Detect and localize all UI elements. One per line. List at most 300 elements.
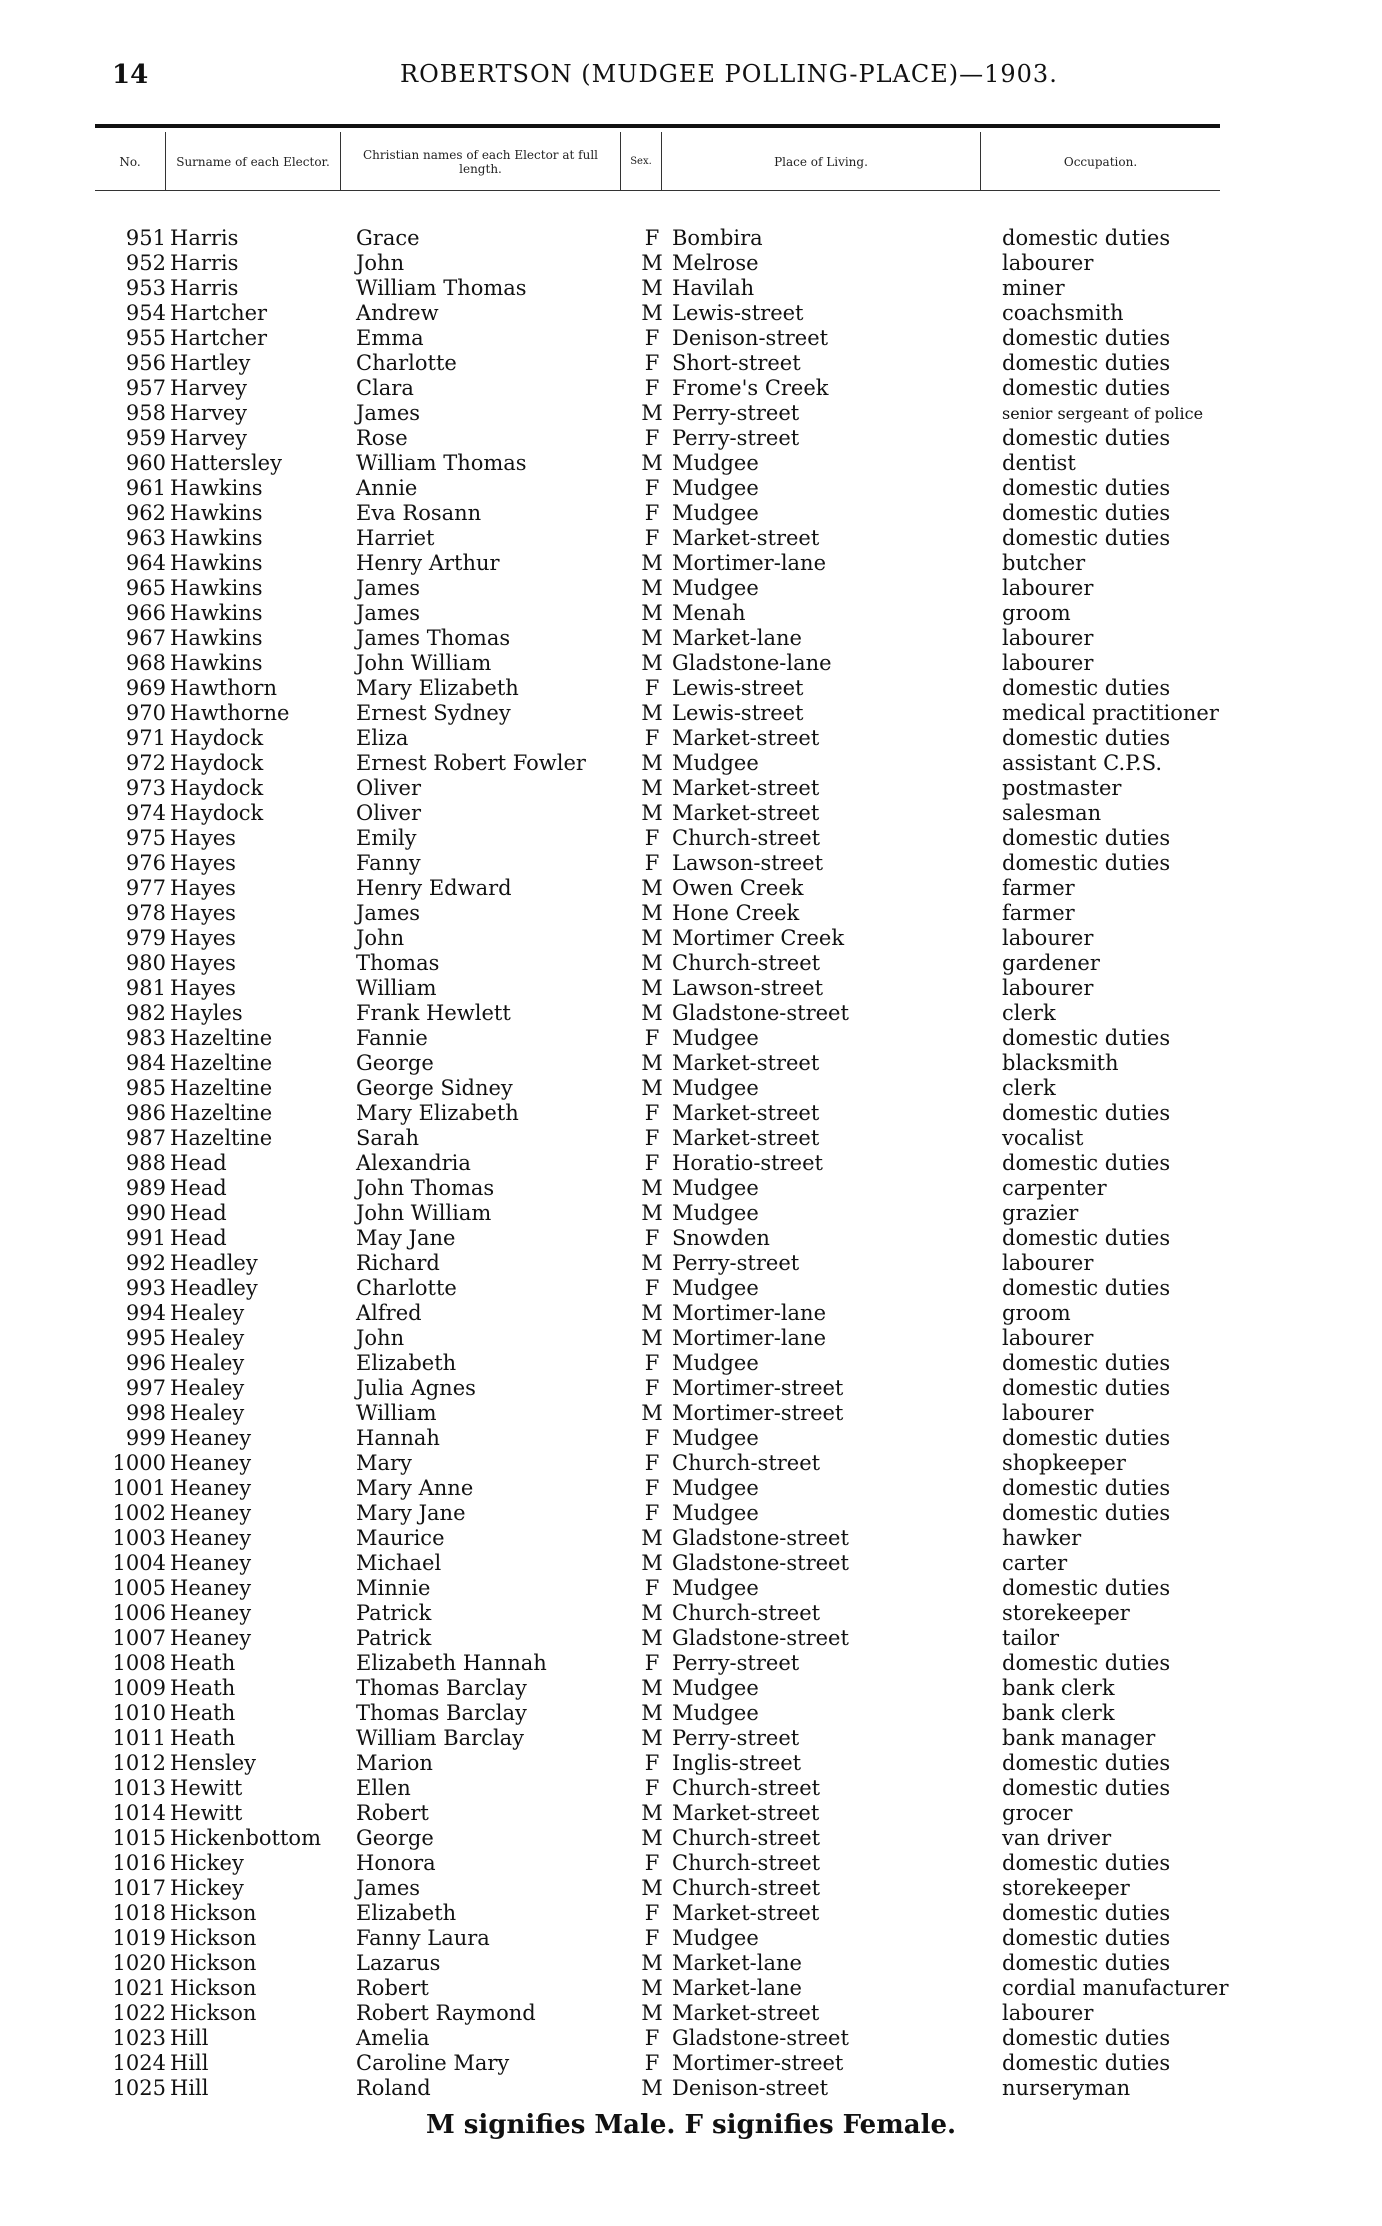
elector-place-of-living: Mortimer Creek [672, 926, 845, 950]
elector-number: 957 [125, 376, 166, 400]
elector-occupation: domestic duties [1002, 1101, 1171, 1125]
elector-number: 959 [125, 426, 166, 450]
elector-number: 964 [125, 551, 166, 575]
elector-surname: Healey [170, 1326, 245, 1350]
elector-number: 953 [125, 276, 166, 300]
elector-christian-names: Mary [356, 1451, 412, 1475]
elector-surname: Hayes [170, 976, 236, 1000]
table-row [0, 1651, 1382, 1676]
elector-surname: Harvey [170, 401, 248, 425]
table-row [0, 276, 1382, 301]
table-row [0, 1501, 1382, 1526]
elector-christian-names: Thomas Barclay [356, 1701, 527, 1725]
table-row [0, 901, 1382, 926]
elector-place-of-living: Market-street [672, 726, 820, 750]
table-row [0, 351, 1382, 376]
table-row [0, 1051, 1382, 1076]
header-occupation: Occupation. [1063, 155, 1138, 169]
elector-occupation: domestic duties [1002, 2026, 1171, 2050]
elector-place-of-living: Market-street [672, 1101, 820, 1125]
elector-christian-names: Ernest Sydney [356, 701, 511, 725]
elector-christian-names: Mary Anne [356, 1476, 474, 1500]
elector-occupation: medical practitioner [1002, 701, 1219, 725]
elector-surname: Hensley [170, 1751, 257, 1775]
elector-christian-names: Amelia [356, 2026, 430, 2050]
table-row [0, 1576, 1382, 1601]
elector-number: 971 [125, 726, 166, 750]
elector-surname: Heaney [170, 1451, 252, 1475]
elector-place-of-living: Mortimer-lane [672, 1301, 827, 1325]
table-row [0, 1451, 1382, 1476]
elector-christian-names: Thomas Barclay [356, 1676, 527, 1700]
table-row [0, 1201, 1382, 1226]
elector-christian-names: John [356, 926, 405, 950]
table-row [0, 476, 1382, 501]
elector-surname: Haydock [170, 801, 264, 825]
elector-occupation: domestic duties [1002, 476, 1171, 500]
elector-sex: M [641, 1701, 663, 1725]
elector-surname: Heaney [170, 1576, 252, 1600]
elector-surname: Heaney [170, 1476, 252, 1500]
elector-list [0, 226, 1382, 2101]
elector-christian-names: May Jane [356, 1226, 456, 1250]
elector-surname: Hawkins [170, 476, 263, 500]
elector-christian-names: William [356, 976, 437, 1000]
elector-sex: F [644, 1026, 660, 1050]
elector-place-of-living: Mudgee [672, 1026, 759, 1050]
elector-occupation: domestic duties [1002, 1476, 1171, 1500]
elector-number: 1013 [112, 1776, 166, 1800]
elector-sex: F [644, 1126, 660, 1150]
table-row [0, 701, 1382, 726]
elector-sex: M [641, 1551, 663, 1575]
elector-christian-names: Elizabeth [356, 1351, 457, 1375]
elector-occupation: domestic duties [1002, 1026, 1171, 1050]
elector-number: 963 [125, 526, 166, 550]
table-row [0, 1301, 1382, 1326]
elector-sex: M [641, 926, 663, 950]
elector-occupation: clerk [1002, 1076, 1056, 1100]
elector-surname: Hickey [170, 1876, 244, 1900]
elector-occupation: bank manager [1002, 1726, 1156, 1750]
table-row [0, 1101, 1382, 1126]
elector-surname: Hartcher [170, 301, 268, 325]
header-no: No. [119, 155, 141, 169]
elector-sex: F [644, 426, 660, 450]
elector-surname: Hewitt [170, 1776, 243, 1800]
table-row [0, 576, 1382, 601]
elector-christian-names: Roland [356, 2076, 431, 2100]
elector-surname: Hickson [170, 2001, 257, 2025]
elector-place-of-living: Mudgee [672, 476, 759, 500]
elector-sex: M [641, 1401, 663, 1425]
elector-christian-names: Oliver [356, 776, 421, 800]
elector-place-of-living: Menah [672, 601, 746, 625]
elector-place-of-living: Market-street [672, 1901, 820, 1925]
elector-surname: Hill [170, 2076, 209, 2100]
elector-occupation: tailor [1002, 1626, 1060, 1650]
elector-number: 983 [125, 1026, 166, 1050]
elector-christian-names: Eva Rosann [356, 501, 482, 525]
elector-occupation: coachsmith [1002, 301, 1124, 325]
elector-sex: F [644, 1376, 660, 1400]
elector-surname: Hawkins [170, 651, 263, 675]
elector-christian-names: John William [356, 1201, 492, 1225]
elector-surname: Hickson [170, 1976, 257, 2000]
elector-sex: M [641, 1251, 663, 1275]
elector-sex: M [641, 551, 663, 575]
elector-place-of-living: Church-street [672, 1876, 821, 1900]
elector-occupation: domestic duties [1002, 426, 1171, 450]
elector-sex: M [641, 876, 663, 900]
top-rule [95, 124, 1220, 128]
elector-place-of-living: Market-street [672, 2001, 820, 2025]
elector-surname: Haydock [170, 726, 264, 750]
elector-sex: M [641, 1601, 663, 1625]
elector-occupation: grocer [1002, 1801, 1073, 1825]
elector-sex: M [641, 651, 663, 675]
elector-occupation: carter [1002, 1551, 1068, 1575]
elector-christian-names: Robert Raymond [356, 2001, 536, 2025]
elector-surname: Hayes [170, 926, 236, 950]
elector-surname: Head [170, 1151, 227, 1175]
elector-occupation: bank clerk [1002, 1701, 1115, 1725]
elector-surname: Hawkins [170, 551, 263, 575]
elector-occupation: domestic duties [1002, 1226, 1171, 1250]
elector-number: 960 [125, 451, 166, 475]
elector-christian-names: Alfred [356, 1301, 422, 1325]
table-row [0, 1901, 1382, 1926]
elector-christian-names: Grace [356, 226, 420, 250]
elector-christian-names: George Sidney [356, 1076, 513, 1100]
elector-occupation: blacksmith [1002, 1051, 1119, 1075]
elector-christian-names: William [356, 1401, 437, 1425]
elector-number: 1022 [112, 2001, 166, 2025]
elector-occupation: miner [1002, 276, 1065, 300]
elector-sex: M [641, 1676, 663, 1700]
elector-christian-names: Annie [356, 476, 418, 500]
elector-occupation: domestic duties [1002, 1501, 1171, 1525]
elector-occupation: postmaster [1002, 776, 1122, 800]
elector-occupation: domestic duties [1002, 226, 1171, 250]
elector-christian-names: James [356, 576, 421, 600]
elector-number: 975 [125, 826, 166, 850]
elector-occupation: gardener [1002, 951, 1100, 975]
elector-sex: M [641, 251, 663, 275]
elector-christian-names: Richard [356, 1251, 440, 1275]
elector-christian-names: James Thomas [356, 626, 511, 650]
elector-christian-names: Henry Arthur [356, 551, 500, 575]
elector-number: 977 [125, 876, 166, 900]
elector-place-of-living: Mudgee [672, 1676, 759, 1700]
elector-sex: M [641, 976, 663, 1000]
elector-sex: M [641, 1876, 663, 1900]
elector-sex: M [641, 2076, 663, 2100]
elector-christian-names: Rose [356, 426, 408, 450]
elector-surname: Hartley [170, 351, 251, 375]
table-row [0, 1601, 1382, 1626]
elector-occupation: groom [1002, 601, 1071, 625]
elector-occupation: groom [1002, 1301, 1071, 1325]
elector-number: 1014 [112, 1801, 166, 1825]
elector-occupation: domestic duties [1002, 1926, 1171, 1950]
table-row [0, 1951, 1382, 1976]
elector-sex: F [644, 1426, 660, 1450]
elector-place-of-living: Snowden [672, 1226, 770, 1250]
elector-place-of-living: Denison-street [672, 2076, 829, 2100]
elector-number: 999 [125, 1426, 166, 1450]
table-row [0, 1876, 1382, 1901]
sex-legend: M signifies Male. F signifies Female. [425, 2110, 957, 2140]
elector-occupation: domestic duties [1002, 1351, 1171, 1375]
elector-number: 956 [125, 351, 166, 375]
elector-place-of-living: Mudgee [672, 451, 759, 475]
elector-surname: Healey [170, 1376, 245, 1400]
elector-sex: F [644, 1851, 660, 1875]
elector-place-of-living: Market-street [672, 776, 820, 800]
elector-christian-names: Henry Edward [356, 876, 512, 900]
table-row [0, 601, 1382, 626]
table-row [0, 551, 1382, 576]
elector-occupation: labourer [1002, 1326, 1094, 1350]
elector-christian-names: Emma [356, 326, 424, 350]
elector-place-of-living: Mudgee [672, 576, 759, 600]
elector-sex: F [644, 351, 660, 375]
elector-sex: F [644, 1776, 660, 1800]
elector-occupation: farmer [1002, 876, 1075, 900]
elector-surname: Healey [170, 1401, 245, 1425]
header-christian-names: Christian names of each Elector at full length. [363, 148, 598, 176]
table-row [0, 301, 1382, 326]
elector-occupation: labourer [1002, 626, 1094, 650]
elector-surname: Headley [170, 1251, 258, 1275]
elector-sex: M [641, 776, 663, 800]
elector-christian-names: Mary Jane [356, 1501, 466, 1525]
table-row [0, 1926, 1382, 1951]
elector-surname: Harvey [170, 426, 248, 450]
elector-surname: Hayles [170, 1001, 243, 1025]
elector-occupation: farmer [1002, 901, 1075, 925]
elector-sex: F [644, 1226, 660, 1250]
elector-place-of-living: Short-street [672, 351, 801, 375]
elector-surname: Hickson [170, 1901, 257, 1925]
elector-christian-names: Elizabeth Hannah [356, 1651, 547, 1675]
table-row [0, 526, 1382, 551]
header-surname: Surname of each Elector. [176, 155, 330, 169]
elector-sex: M [641, 301, 663, 325]
table-row [0, 676, 1382, 701]
table-row [0, 1826, 1382, 1851]
table-row [0, 1526, 1382, 1551]
elector-surname: Heaney [170, 1601, 252, 1625]
elector-place-of-living: Mudgee [672, 1176, 759, 1200]
elector-occupation: labourer [1002, 976, 1094, 1000]
elector-number: 1025 [112, 2076, 166, 2100]
elector-number: 1001 [112, 1476, 166, 1500]
elector-sex: M [641, 801, 663, 825]
elector-surname: Heaney [170, 1551, 252, 1575]
elector-christian-names: George [356, 1826, 434, 1850]
elector-christian-names: Robert [356, 1976, 429, 2000]
elector-sex: F [644, 1751, 660, 1775]
elector-surname: Harvey [170, 376, 248, 400]
elector-number: 1006 [112, 1601, 166, 1625]
table-row [0, 926, 1382, 951]
elector-occupation: hawker [1002, 1526, 1082, 1550]
elector-sex: M [641, 701, 663, 725]
elector-occupation: vocalist [1002, 1126, 1084, 1150]
elector-surname: Heaney [170, 1526, 252, 1550]
elector-surname: Hayes [170, 951, 236, 975]
table-row [0, 876, 1382, 901]
elector-christian-names: Harriet [356, 526, 435, 550]
elector-occupation: labourer [1002, 576, 1094, 600]
elector-christian-names: Robert [356, 1801, 429, 1825]
elector-sex: F [644, 1101, 660, 1125]
table-row [0, 801, 1382, 826]
elector-christian-names: Sarah [356, 1126, 419, 1150]
elector-place-of-living: Mudgee [672, 1701, 759, 1725]
elector-christian-names: Lazarus [356, 1951, 441, 1975]
elector-sex: M [641, 451, 663, 475]
elector-occupation: domestic duties [1002, 526, 1171, 550]
elector-place-of-living: Mudgee [672, 1076, 759, 1100]
elector-surname: Hazeltine [170, 1026, 273, 1050]
elector-place-of-living: Mortimer-lane [672, 551, 827, 575]
elector-occupation: domestic duties [1002, 326, 1171, 350]
elector-sex: F [644, 526, 660, 550]
elector-place-of-living: Church-street [672, 826, 821, 850]
elector-christian-names: Oliver [356, 801, 421, 825]
elector-surname: Hickson [170, 1951, 257, 1975]
elector-christian-names: William Thomas [356, 276, 527, 300]
elector-surname: Hayes [170, 826, 236, 850]
elector-occupation: labourer [1002, 926, 1094, 950]
elector-place-of-living: Inglis-street [672, 1751, 802, 1775]
elector-occupation: domestic duties [1002, 1751, 1171, 1775]
table-row [0, 1976, 1382, 2001]
elector-sex: F [644, 1351, 660, 1375]
elector-number: 1010 [112, 1701, 166, 1725]
elector-place-of-living: Market-lane [672, 626, 802, 650]
elector-christian-names: Fanny [356, 851, 421, 875]
table-row [0, 1701, 1382, 1726]
elector-christian-names: James [356, 601, 421, 625]
elector-place-of-living: Denison-street [672, 326, 829, 350]
elector-place-of-living: Mudgee [672, 1201, 759, 1225]
table-row [0, 1126, 1382, 1151]
elector-sex: F [644, 326, 660, 350]
table-row [0, 826, 1382, 851]
elector-sex: F [644, 1926, 660, 1950]
elector-place-of-living: Perry-street [672, 1651, 800, 1675]
elector-place-of-living: Church-street [672, 1851, 821, 1875]
elector-christian-names: Maurice [356, 1526, 445, 1550]
table-row [0, 851, 1382, 876]
elector-place-of-living: Mudgee [672, 1576, 759, 1600]
elector-place-of-living: Mudgee [672, 1426, 759, 1450]
elector-sex: M [641, 1801, 663, 1825]
table-row [0, 1726, 1382, 1751]
elector-number: 1019 [112, 1926, 166, 1950]
table-row [0, 1376, 1382, 1401]
elector-occupation: salesman [1002, 801, 1102, 825]
table-row [0, 951, 1382, 976]
elector-place-of-living: Market-street [672, 526, 820, 550]
elector-sex: F [644, 501, 660, 525]
elector-number: 986 [125, 1101, 166, 1125]
elector-christian-names: James [356, 401, 421, 425]
elector-sex: F [644, 676, 660, 700]
table-row [0, 1551, 1382, 1576]
elector-number: 1016 [112, 1851, 166, 1875]
elector-christian-names: John Thomas [356, 1176, 495, 1200]
elector-christian-names: William Thomas [356, 451, 527, 475]
elector-place-of-living: Market-lane [672, 1976, 802, 2000]
elector-sex: F [644, 1501, 660, 1525]
elector-place-of-living: Church-street [672, 1451, 821, 1475]
elector-number: 1005 [112, 1576, 166, 1600]
elector-sex: M [641, 401, 663, 425]
elector-christian-names: Michael [356, 1551, 442, 1575]
elector-surname: Heath [170, 1676, 236, 1700]
elector-number: 1024 [112, 2051, 166, 2075]
elector-number: 993 [125, 1276, 166, 1300]
elector-place-of-living: Church-street [672, 1826, 821, 1850]
elector-christian-names: Charlotte [356, 351, 457, 375]
elector-surname: Hazeltine [170, 1126, 273, 1150]
elector-occupation: domestic duties [1002, 501, 1171, 525]
elector-sex: M [641, 1076, 663, 1100]
elector-number: 965 [125, 576, 166, 600]
elector-number: 952 [125, 251, 166, 275]
elector-sex: M [641, 1301, 663, 1325]
elector-place-of-living: Gladstone-street [672, 1526, 849, 1550]
elector-place-of-living: Mudgee [672, 1501, 759, 1525]
elector-occupation: cordial manufacturer [1002, 1976, 1229, 2000]
elector-sex: M [641, 1051, 663, 1075]
elector-surname: Hazeltine [170, 1051, 273, 1075]
elector-sex: F [644, 226, 660, 250]
elector-sex: F [644, 2026, 660, 2050]
elector-christian-names: Charlotte [356, 1276, 457, 1300]
table-row [0, 726, 1382, 751]
elector-place-of-living: Lewis-street [672, 301, 804, 325]
elector-place-of-living: Mortimer-street [672, 1376, 844, 1400]
elector-surname: Harris [170, 276, 239, 300]
elector-surname: Hayes [170, 901, 236, 925]
table-row [0, 226, 1382, 251]
elector-number: 1017 [112, 1876, 166, 1900]
elector-occupation: labourer [1002, 1251, 1094, 1275]
elector-surname: Hill [170, 2051, 209, 2075]
elector-number: 1004 [112, 1551, 166, 1575]
elector-surname: Heath [170, 1651, 236, 1675]
elector-sex: F [644, 726, 660, 750]
table-row [0, 326, 1382, 351]
elector-christian-names: Ernest Robert Fowler [356, 751, 586, 775]
elector-place-of-living: Lewis-street [672, 701, 804, 725]
elector-surname: Hawthorn [170, 676, 277, 700]
elector-sex: M [641, 1726, 663, 1750]
elector-number: 991 [125, 1226, 166, 1250]
elector-surname: Hickey [170, 1851, 244, 1875]
table-row [0, 501, 1382, 526]
elector-sex: M [641, 1326, 663, 1350]
elector-surname: Heath [170, 1701, 236, 1725]
table-row [0, 2001, 1382, 2026]
elector-christian-names: Emily [356, 826, 417, 850]
